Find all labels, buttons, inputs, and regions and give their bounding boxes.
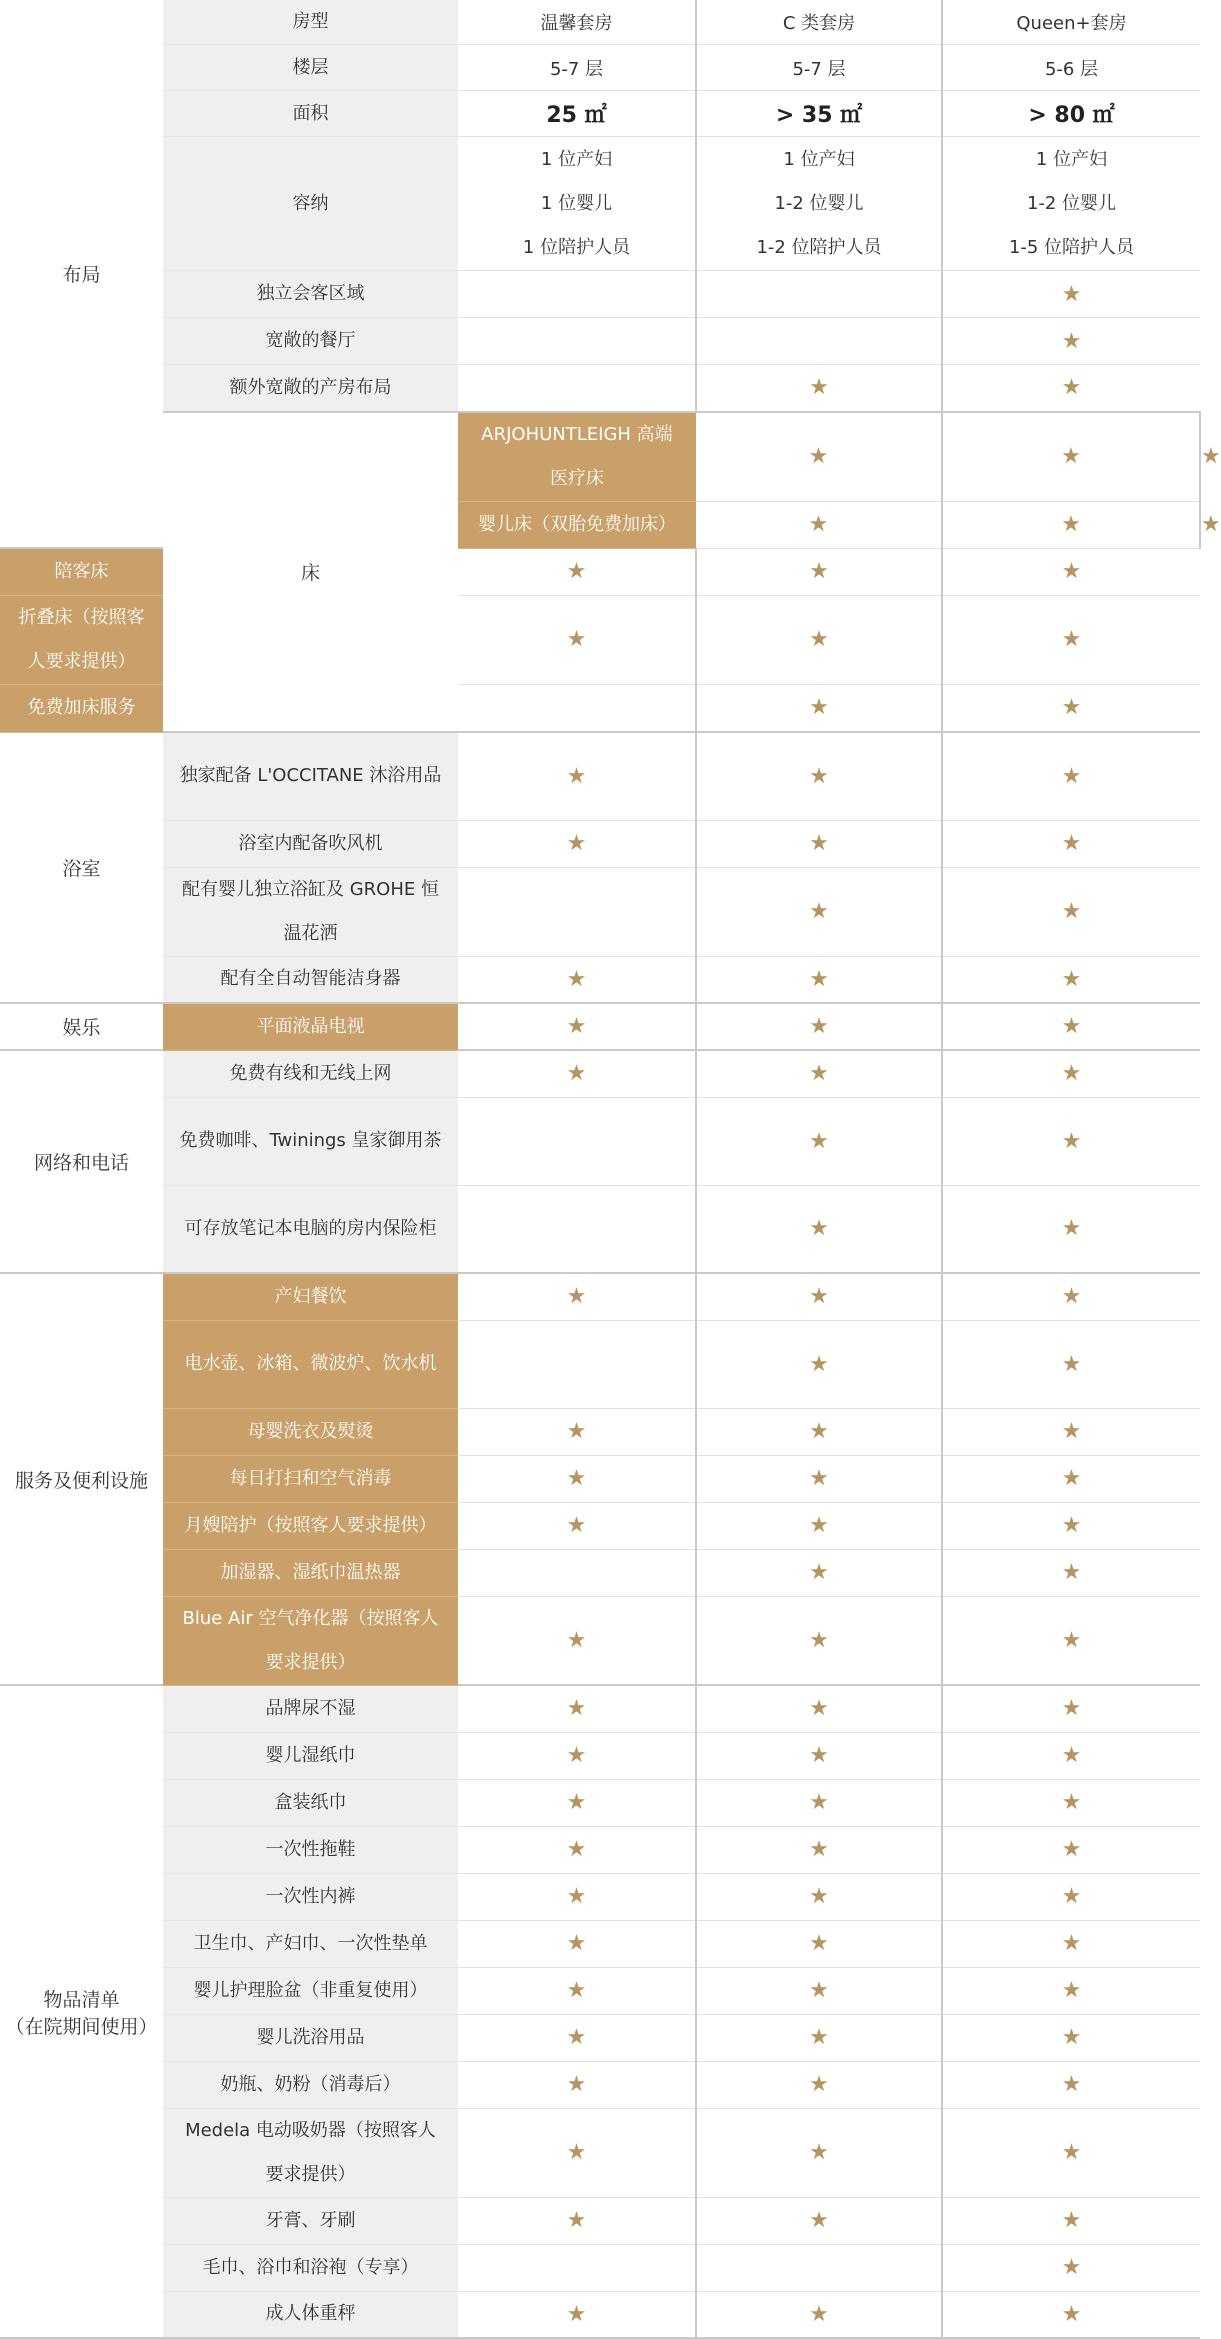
- star-icon: ★: [458, 1455, 696, 1502]
- value-cell: [458, 271, 696, 318]
- feature-label: 每日打扫和空气消毒: [163, 1455, 458, 1502]
- feature-label: 卫生巾、产妇巾、一次性垫单: [163, 1920, 458, 1967]
- star-icon: ★: [696, 1003, 942, 1050]
- star-icon: ★: [696, 1549, 942, 1596]
- feature-label: 一次性内裤: [163, 1873, 458, 1920]
- group-cell: 床: [163, 412, 458, 733]
- header-col-1: 温馨套房: [458, 0, 696, 45]
- feature-label: 婴儿湿纸巾: [163, 1732, 458, 1779]
- star-icon: ★: [942, 1502, 1200, 1549]
- table-row: [0, 2291, 1200, 2338]
- feature-label: 婴儿洗浴用品: [163, 2014, 458, 2061]
- star-icon: ★: [942, 820, 1200, 867]
- star-icon: ★: [942, 501, 1200, 548]
- value-cell: [696, 2244, 942, 2291]
- value-cell: [458, 1549, 696, 1596]
- table-row: [0, 956, 1200, 1003]
- star-icon: ★: [942, 1097, 1200, 1185]
- value-cell: 1 位产妇 1-2 位婴儿 1-5 位陪护人员: [942, 137, 1200, 271]
- star-icon: ★: [942, 1967, 1200, 2014]
- feature-label: 配有全自动智能洁身器: [163, 956, 458, 1003]
- group-cell: 网络和电话: [0, 1050, 163, 1273]
- star-icon: ★: [696, 2014, 942, 2061]
- table-row: [0, 1920, 1200, 1967]
- value-cell: [458, 365, 696, 412]
- table-row: [0, 1596, 1200, 1685]
- table-row: 婴儿床（双胎免费加床） ★ ★ ★: [0, 501, 1200, 548]
- star-icon: ★: [458, 548, 696, 595]
- feature-label: 配有婴儿独立浴缸及 GROHE 恒温花洒: [163, 867, 458, 956]
- feature-label: 婴儿床（双胎免费加床）: [458, 501, 696, 548]
- feature-label: 毛巾、浴巾和浴袍（专享）: [163, 2244, 458, 2291]
- feature-label: 产妇餐饮: [163, 1273, 458, 1320]
- table-row: [0, 1273, 1200, 1320]
- feature-label: 婴儿护理脸盆（非重复使用）: [163, 1967, 458, 2014]
- star-icon: ★: [696, 684, 942, 732]
- star-icon: ★: [942, 271, 1200, 318]
- star-icon: ★: [696, 2197, 942, 2244]
- table-row: [0, 1050, 1200, 1097]
- header-row: [0, 0, 1200, 45]
- star-icon: ★: [458, 1050, 696, 1097]
- star-icon: ★: [942, 732, 1200, 820]
- star-icon: ★: [942, 1273, 1200, 1320]
- feature-label: 额外宽敞的产房布局: [163, 365, 458, 412]
- feature-label: 盒装纸巾: [163, 1779, 458, 1826]
- star-icon: ★: [942, 1826, 1200, 1873]
- value-cell: [458, 2244, 696, 2291]
- star-icon: ★: [458, 1873, 696, 1920]
- star-icon: ★: [696, 1185, 942, 1273]
- star-icon: ★: [696, 1685, 942, 1732]
- feature-label: 面积: [163, 91, 458, 137]
- star-icon: ★: [942, 867, 1200, 956]
- star-icon: ★: [696, 1455, 942, 1502]
- feature-label: 牙膏、牙刷: [163, 2197, 458, 2244]
- star-icon: ★: [458, 1826, 696, 1873]
- star-icon: ★: [942, 1408, 1200, 1455]
- value-cell: [458, 1320, 696, 1408]
- star-icon: ★: [696, 2061, 942, 2108]
- value-cell: 5-6 层: [942, 45, 1200, 91]
- table-row: [0, 2244, 1200, 2291]
- star-icon: ★: [458, 732, 696, 820]
- star-icon: ★: [942, 1455, 1200, 1502]
- table-row: [0, 1779, 1200, 1826]
- group-cell-layout: 布局: [0, 0, 163, 548]
- star-icon: ★: [696, 1826, 942, 1873]
- value-cell: [458, 684, 696, 732]
- value-cell: [458, 1097, 696, 1185]
- table-row: [0, 1873, 1200, 1920]
- star-icon: ★: [942, 1549, 1200, 1596]
- value-cell: 1 位产妇 1-2 位婴儿 1-2 位陪护人员: [696, 137, 942, 271]
- star-icon: ★: [458, 2108, 696, 2197]
- star-icon: ★: [696, 867, 942, 956]
- table-row: [0, 2014, 1200, 2061]
- feature-label: 容纳: [163, 137, 458, 271]
- table-row: [0, 1003, 1200, 1050]
- star-icon: ★: [942, 2197, 1200, 2244]
- feature-label: 平面液晶电视: [163, 1003, 458, 1050]
- star-icon: ★: [696, 1779, 942, 1826]
- table-row: [0, 1408, 1200, 1455]
- star-icon: ★: [942, 2108, 1200, 2197]
- star-icon: ★: [696, 1050, 942, 1097]
- star-icon: ★: [696, 1596, 942, 1685]
- table-row: [0, 1097, 1200, 1185]
- value-cell: 25 ㎡: [458, 91, 696, 137]
- star-icon: ★: [942, 2291, 1200, 2338]
- value-cell: > 35 ㎡: [696, 91, 942, 137]
- star-icon: ★: [942, 1050, 1200, 1097]
- star-icon: ★: [458, 1408, 696, 1455]
- group-cell: 物品清单 （在院期间使用）: [0, 1685, 163, 2338]
- star-icon: ★: [458, 1967, 696, 2014]
- star-icon: ★: [696, 820, 942, 867]
- feature-label: 陪客床: [0, 548, 163, 595]
- table-row: [0, 1185, 1200, 1273]
- value-cell: 1 位产妇 1 位婴儿 1 位陪护人员: [458, 137, 696, 271]
- table-row: [0, 1502, 1200, 1549]
- table-row: [0, 732, 1200, 820]
- star-icon: ★: [458, 595, 696, 684]
- star-icon: ★: [942, 956, 1200, 1003]
- star-icon: ★: [696, 1502, 942, 1549]
- star-icon: ★: [696, 1320, 942, 1408]
- feature-label: 加湿器、湿纸巾温热器: [163, 1549, 458, 1596]
- star-icon: ★: [458, 1732, 696, 1779]
- table-row: [0, 318, 1200, 365]
- star-icon: ★: [458, 1685, 696, 1732]
- table-row: [0, 2061, 1200, 2108]
- table-row: [0, 1549, 1200, 1596]
- star-icon: ★: [458, 2197, 696, 2244]
- header-col-3: Queen+套房: [942, 0, 1200, 45]
- feature-label: 浴室内配备吹风机: [163, 820, 458, 867]
- group-cell: 娱乐: [0, 1003, 163, 1050]
- star-icon: ★: [942, 1732, 1200, 1779]
- table-row: [0, 365, 1200, 412]
- star-icon: ★: [942, 1779, 1200, 1826]
- feature-label: 母婴洗衣及熨烫: [163, 1408, 458, 1455]
- group-cell: 服务及便利设施: [0, 1273, 163, 1685]
- feature-label: ARJOHUNTLEIGH 高端医疗床: [458, 412, 696, 502]
- value-cell: [696, 271, 942, 318]
- star-icon: ★: [942, 1685, 1200, 1732]
- star-icon: ★: [942, 1873, 1200, 1920]
- star-icon: ★: [942, 2244, 1200, 2291]
- feature-label: 奶瓶、奶粉（消毒后）: [163, 2061, 458, 2108]
- table-row: 床 ARJOHUNTLEIGH 高端医疗床 ★ ★ ★: [0, 412, 1200, 502]
- star-icon: ★: [696, 1408, 942, 1455]
- star-icon: ★: [696, 412, 942, 502]
- feature-label: Blue Air 空气净化器（按照客人要求提供）: [163, 1596, 458, 1685]
- star-icon: ★: [942, 2014, 1200, 2061]
- star-icon: ★: [942, 1920, 1200, 1967]
- star-icon: ★: [942, 1596, 1200, 1685]
- feature-label: 折叠床（按照客人要求提供）: [0, 595, 163, 684]
- star-icon: ★: [696, 595, 942, 684]
- star-icon: ★: [458, 1003, 696, 1050]
- star-icon: ★: [942, 412, 1200, 502]
- table-row: [0, 91, 1200, 137]
- star-icon: ★: [696, 1967, 942, 2014]
- star-icon: ★: [458, 2291, 696, 2338]
- star-icon: ★: [942, 1320, 1200, 1408]
- value-cell: [696, 318, 942, 365]
- star-icon: ★: [458, 1502, 696, 1549]
- header-col-2: C 类套房: [696, 0, 942, 45]
- header-label: 房型: [163, 0, 458, 45]
- table-row: [0, 820, 1200, 867]
- value-cell: [458, 867, 696, 956]
- star-icon: ★: [942, 1003, 1200, 1050]
- star-icon: ★: [942, 548, 1200, 595]
- feature-label: 成人体重秤: [163, 2291, 458, 2338]
- value-cell: 5-7 层: [458, 45, 696, 91]
- feature-label: 楼层: [163, 45, 458, 91]
- star-icon: ★: [696, 548, 942, 595]
- star-icon: ★: [696, 501, 942, 548]
- feature-label: 一次性拖鞋: [163, 1826, 458, 1873]
- value-cell: > 80 ㎡: [942, 91, 1200, 137]
- star-icon: ★: [696, 1732, 942, 1779]
- table-row: [0, 137, 1200, 271]
- table-row: [0, 867, 1200, 956]
- value-cell: [458, 318, 696, 365]
- feature-label: 免费加床服务: [0, 684, 163, 732]
- star-icon: ★: [458, 2014, 696, 2061]
- star-icon: ★: [458, 820, 696, 867]
- star-icon: ★: [942, 2061, 1200, 2108]
- feature-label: 独家配备 L'OCCITANE 沐浴用品: [163, 732, 458, 820]
- feature-label: 免费咖啡、Twinings 皇家御用茶: [163, 1097, 458, 1185]
- star-icon: ★: [942, 1185, 1200, 1273]
- table-row: [0, 1967, 1200, 2014]
- feature-label: 宽敞的餐厅: [163, 318, 458, 365]
- star-icon: ★: [458, 1779, 696, 1826]
- star-icon: ★: [458, 1596, 696, 1685]
- star-icon: ★: [942, 684, 1200, 732]
- star-icon: ★: [458, 2061, 696, 2108]
- star-icon: ★: [458, 1273, 696, 1320]
- table-row: [0, 1826, 1200, 1873]
- table-row: [0, 1320, 1200, 1408]
- star-icon: ★: [696, 365, 942, 412]
- star-icon: ★: [696, 1273, 942, 1320]
- star-icon: ★: [696, 956, 942, 1003]
- table-row: [0, 45, 1200, 91]
- star-icon: ★: [696, 1920, 942, 1967]
- table-row: [0, 1455, 1200, 1502]
- table-row: [0, 271, 1200, 318]
- feature-label: 品牌尿不湿: [163, 1685, 458, 1732]
- table-row: [0, 1685, 1200, 1732]
- star-icon: ★: [942, 318, 1200, 365]
- table-row: [0, 2108, 1200, 2197]
- value-cell: 5-7 层: [696, 45, 942, 91]
- feature-label: 可存放笔记本电脑的房内保险柜: [163, 1185, 458, 1273]
- feature-label: 独立会客区域: [163, 271, 458, 318]
- star-icon: ★: [696, 732, 942, 820]
- table-row: [0, 1732, 1200, 1779]
- star-icon: ★: [696, 2108, 942, 2197]
- value-cell: [458, 1185, 696, 1273]
- feature-label: Medela 电动吸奶器（按照客人要求提供）: [163, 2108, 458, 2197]
- star-icon: ★: [696, 1873, 942, 1920]
- group-cell: 浴室: [0, 732, 163, 1003]
- star-icon: ★: [696, 1097, 942, 1185]
- feature-label: 免费有线和无线上网: [163, 1050, 458, 1097]
- star-icon: ★: [458, 1920, 696, 1967]
- star-icon: ★: [696, 2291, 942, 2338]
- star-icon: ★: [458, 956, 696, 1003]
- star-icon: ★: [942, 365, 1200, 412]
- star-icon: ★: [942, 595, 1200, 684]
- table-row: [0, 2197, 1200, 2244]
- feature-label: 电水壶、冰箱、微波炉、饮水机: [163, 1320, 458, 1408]
- feature-label: 月嫂陪护（按照客人要求提供）: [163, 1502, 458, 1549]
